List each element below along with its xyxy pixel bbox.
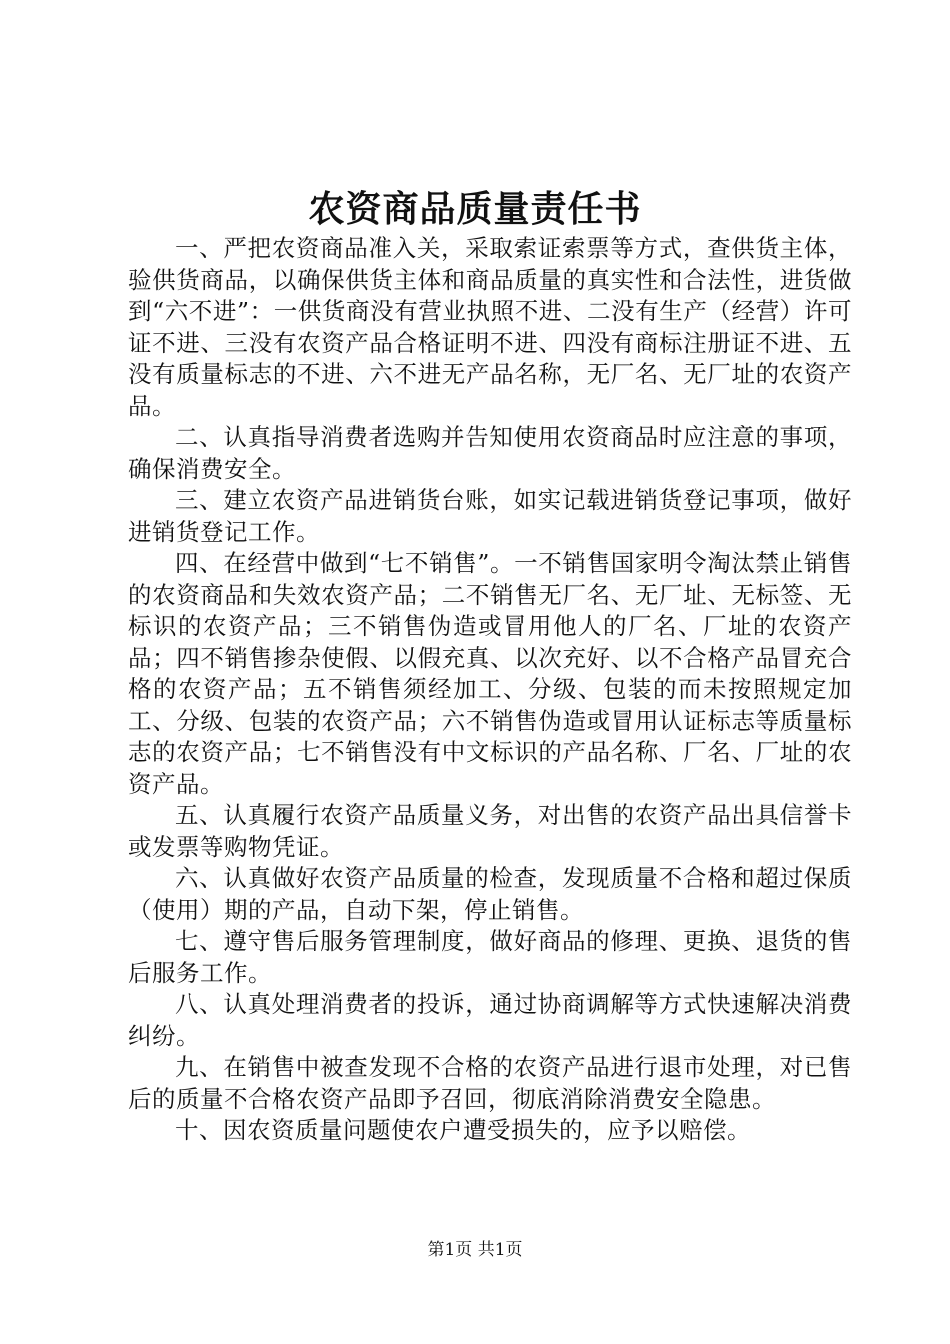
document-body bbox=[128, 233, 852, 1147]
paragraph-9: 九、在销售中被查发现不合格的农资产品进行退市处理，对已售后的质量不合格农资产品即予召回，彻底消除消费安全隐患。 bbox=[128, 1053, 852, 1113]
paragraph-4: 四、在经营中做到“七不销售”。一不销售国家明令淘汰禁止销售的农资商品和失效农资产品；二不销售无厂名、无厂址、无标签、无标识的农资产品；三不销售伪造或冒用他人的厂名、厂址的农资产品；四不销售掺杂使假、以假充真、以次充好、以不合格产品冒充合格的农资产品；五不销售须经加工、分级、包装的而未按照规定加工、分级、包装的农资产品；六不销售伪造或冒用认证标志等质量标志的农资产品；七不销售没有中文标识的产品名称、厂名、厂址的农资产品。 bbox=[128, 549, 852, 798]
paragraph-7: 七、遵守售后服务管理制度，做好商品的修理、更换、退货的售后服务工作。 bbox=[128, 927, 852, 987]
paragraph-5: 五、认真履行农资产品质量义务，对出售的农资产品出具信誉卡或发票等购物凭证。 bbox=[128, 801, 852, 861]
document-title: 农资商品质量责任书 bbox=[308, 188, 642, 230]
paragraph-10: 十、因农资质量问题使农户遭受损失的，应予以赔偿。 bbox=[175, 1116, 751, 1144]
paragraph-2: 二、认真指导消费者选购并告知使用农资商品时应注意的事项，确保消费安全。 bbox=[128, 423, 852, 483]
paragraph-6: 六、认真做好农资产品质量的检查，发现质量不合格和超过保质（使用）期的产品，自动下架，停止销售。 bbox=[128, 864, 852, 924]
page-footer: 第1页 共1页 bbox=[427, 1240, 523, 1260]
paragraph-8: 八、认真处理消费者的投诉，通过协商调解等方式快速解决消费纠纷。 bbox=[128, 990, 852, 1050]
paragraph-1: 一、严把农资商品准入关，采取索证索票等方式，查供货主体，验供货商品，以确保供货主体和商品质量的真实性和合法性，进货做到“六不进”：一供货商没有营业执照不进、二没有生产（经营）许可证不进、三没有农资产品合格证明不进、四没有商标注册证不进、五没有质量标志的不进、六不进无产品名称，无厂名、无厂址的农资产品。 bbox=[128, 234, 852, 420]
paragraph-3: 三、建立农资产品进销货台账，如实记载进销货登记事项，做好进销货登记工作。 bbox=[128, 486, 852, 546]
